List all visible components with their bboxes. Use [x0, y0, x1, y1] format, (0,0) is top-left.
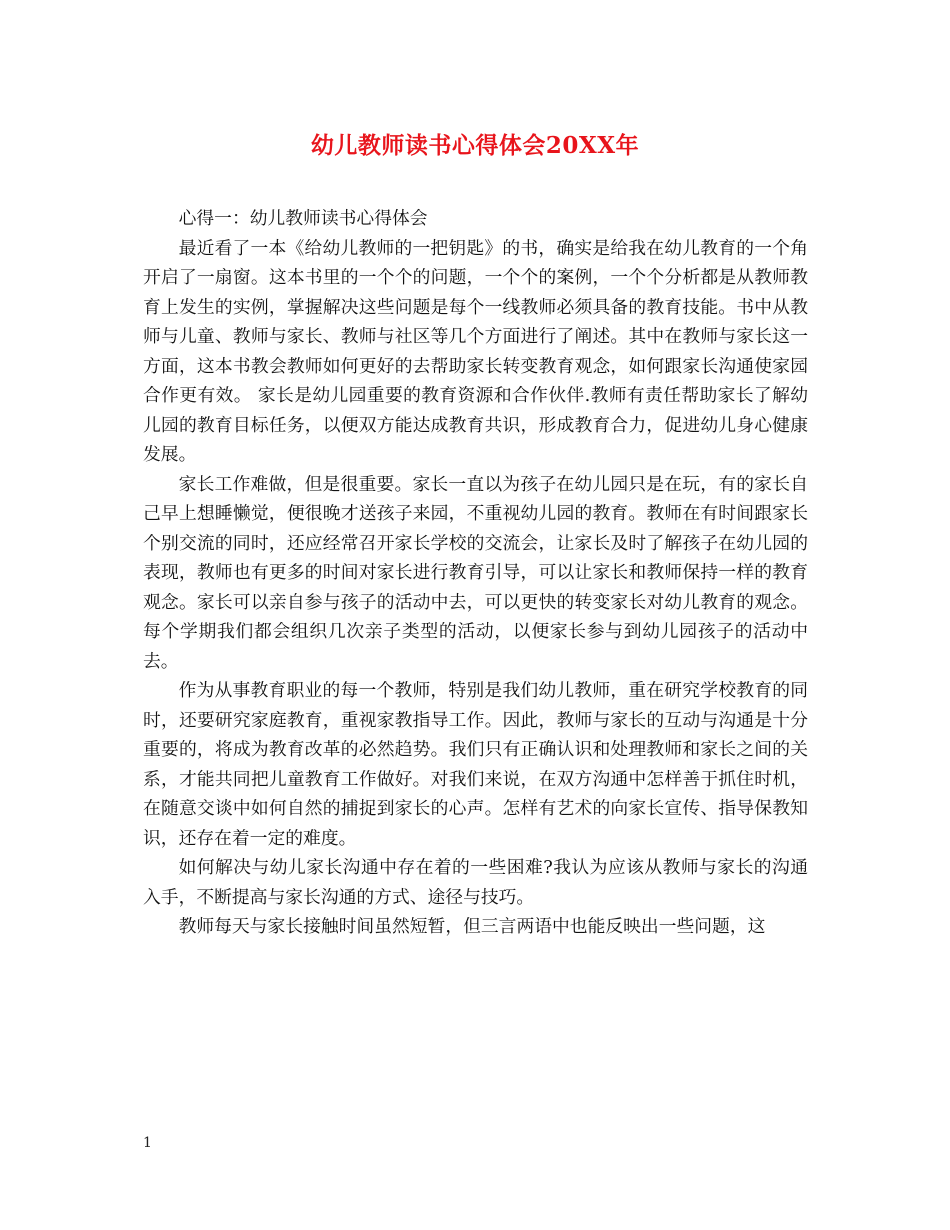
paragraph-1: 最近看了一本《给幼儿教师的一把钥匙》的书，确实是给我在幼儿教育的一个角开启了一扇窗。这本书里的一个个的问题，一个个的案例，一个个分析都是从教师教育上发生的实例，掌握解决这些问题是每个一线教师必须具备的教育技能。书中从教师与儿童、教师与家长、教师与社区等几个方面进行了阐述。其中在教师与家长这一方面，这本书教会教师如何更好的去帮助家长转变教育观念，如何跟家长沟通使家园合作更有效。 家长是幼儿园重要的教育资源和合作伙伴.教师有责任帮助家长了解幼儿园的教育目标任务，以便双方能达成教育共识，形成教育合力，促进幼儿身心健康发展。 — [143, 237, 808, 465]
paragraph-5: 教师每天与家长接触时间虽然短暂，但三言两语中也能反映出一些问题，这 — [178, 916, 766, 937]
paragraph-2: 家长工作难做，但是很重要。家长一直以为孩子在幼儿园只是在玩，有的家长自己早上想睡懒觉，便很晚才送孩子来园，不重视幼儿园的教育。教师在有时间跟家长个别交流的同时，还应经常召开家长学校的交流会，让家长及时了解孩子在幼儿园的表现，教师也有更多的时间对家长进行教育引导，可以让家长和教师保持一样的教育观念。家长可以亲自参与孩子的活动中去，可以更快的转变家长对幼儿教育的观念。每个学期我们都会组织几次亲子类型的活动，以便家长参与到幼儿园孩子的活动中去。 — [143, 473, 808, 672]
document-title: 幼儿教师读书心得体会20XX年 — [310, 132, 640, 159]
paragraph-3: 作为从事教育职业的每一个教师，特别是我们幼儿教师，重在研究学校教育的同时，还要研究家庭教育，重视家教指导工作。因此，教师与家长的互动与沟通是十分重要的，将成为教育改革的必然趋势。我们只有正确认识和处理教师和家长之间的关系，才能共同把儿童教育工作做好。对我们来说，在双方沟通中怎样善于抓住时机，在随意交谈中如何自然的捕捉到家长的心声。怎样有艺术的向家长宣传、指导保教知识，还存在着一定的难度。 — [143, 680, 808, 849]
paragraph-4: 如何解决与幼儿家长沟通中存在着的一些困难?我认为应该从教师与家长的沟通入手，不断提高与家长沟通的方式、途径与技巧。 — [143, 857, 808, 908]
section-heading: 心得一：幼儿教师读书心得体会 — [178, 208, 428, 229]
page-number: 1 — [143, 1135, 152, 1151]
document-body — [143, 204, 808, 942]
